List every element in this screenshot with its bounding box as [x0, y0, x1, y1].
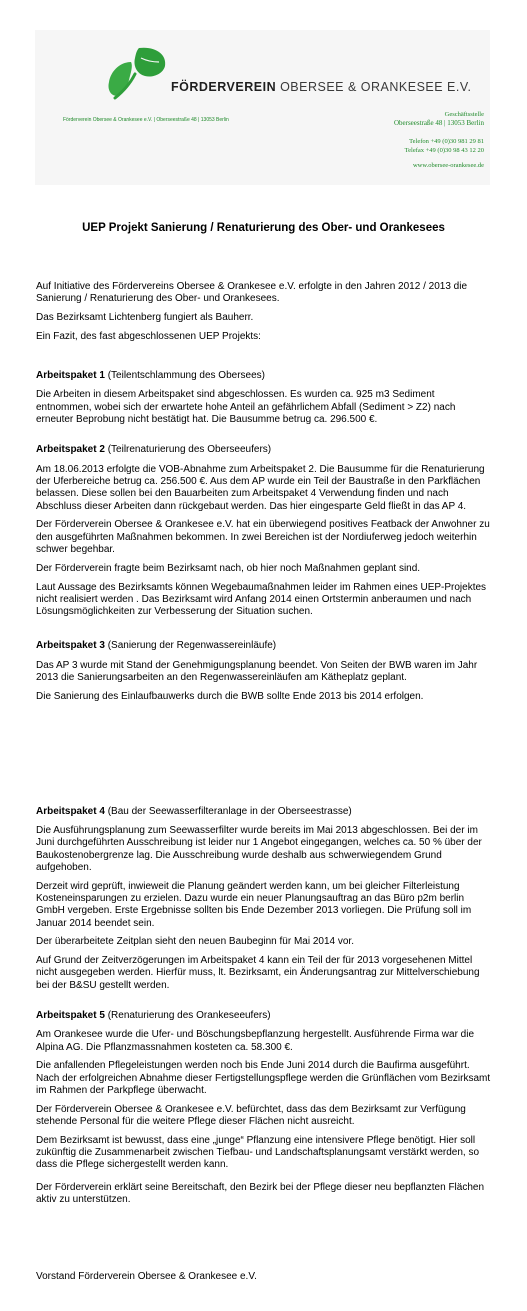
- section-paragraph: Derzeit wird geprüft, inwieweit die Planung geändert werden kann, um bei gleicher Filterleistung Kosteneinsparungen zu erzielen. Dazu wurde ein neuer Planungsauftrag an das Büro p2m berlin GmbH vergeben. Erste Ergebnisse sollten bis Ende Dezember 2013 vorliegen. Die Prüfung soll im Januar 2014 beendet sein.: [36, 880, 472, 929]
- section-paragraph: Der Förderverein fragte beim Bezirksamt nach, ob hier noch Maßnahmen geplant sind.: [36, 562, 421, 574]
- organization-name: [171, 80, 472, 94]
- section-title: Arbeitspaket 2: [36, 444, 105, 456]
- section-subtitle: (Bau der Seewasserfilteranlage in der Oberseestrasse): [104, 805, 352, 817]
- office-phone: Telefon +49 (0)30 981 29 81: [409, 138, 484, 145]
- section-paragraph: Der Förderverein Obersee & Orankesee e.V. hat ein überwiegend positives Featback der Anwohner zu den ausgeführten Maßnahmen bekommen. In zwei Bereichen ist der Nordiuferweg jedoch weiterhin schwer begehbar.: [36, 519, 490, 555]
- intro-paragraph: Auf Initiative des Fördervereins Obersee & Orankesee e.V. erfolgte in den Jahren 2012 / 2013 die Sanierung / Renaturierung des Ober- und Orankesees.: [36, 281, 468, 305]
- section-paragraph: Das AP 3 wurde mit Stand der Genehmigungsplanung beendet. Von Seiten der BWB waren im Jahr 2013 die Sanierungsarbeiten an den Regenwassereinläufen am Kätheplatz geplant.: [36, 659, 478, 684]
- office-address: Oberseestraße 48 | 13053 Berlin: [393, 119, 484, 127]
- letterhead: [35, 30, 490, 185]
- organization-name-rest: OBERSEE & ORANKESEE E.V.: [276, 80, 472, 94]
- sender-address-line: Förderverein Obersee & Orankesee e.V. | Oberseestraße 48 | 13053 Berlin: [63, 117, 229, 123]
- closing-paragraph: Der Förderverein erklärt seine Bereitschaft, den Bezirk bei der Pflege dieser neu bepflanzten Flächen aktiv zu unterstützen.: [36, 1181, 485, 1206]
- section-paragraph: Am Orankesee wurde die Ufer- und Böschungsbepflanzung hergestellt. Ausführende Firma war die Alpina AG. Die Pflanzmassnahmen kosteten ca. 58.300 €.: [36, 1029, 475, 1053]
- section-heading-ap1: [36, 370, 491, 382]
- section-subtitle: (Renaturierung des Orankeseeufers): [104, 1009, 271, 1021]
- section-heading-ap3: [36, 640, 491, 652]
- section-paragraph: Die Sanierung des Einlaufbauwerks durch die BWB sollte Ende 2013 bis 2014 erfolgen.: [36, 690, 424, 702]
- document-title: UEP Projekt Sanierung / Renaturierung des Ober- und Orankesees: [82, 222, 445, 234]
- section-paragraph: Die anfallenden Pflegeleistungen werden noch bis Ende Juni 2014 durch die Baufirma ausgeführt. Nach der erfolgreichen Abnahme dieser Fertigstellungspflege werden die Grünflächen vom Bezirksamt im Rahmen der Parkpflege überwacht.: [36, 1060, 491, 1096]
- organization-name-first: FÖRDERVEREIN: [171, 80, 277, 94]
- section-title: Arbeitspaket 4: [36, 805, 105, 817]
- section-paragraph: Am 18.06.2013 erfolgte die VOB-Abnahme zum Arbeitspaket 2. Die Bausumme für die Renaturierung der Uferbereiche betrug ca. 256.500 €. Aus dem AP wurde ein Teil der Baustraße in den Parkflächen belassen. Diese sollen bei den Bauarbeiten zum Arbeitspaket 4 Verwendung finden und nach Abschluss dieser Arbeiten dann rückgebaut werden. Das hier eingesparte Geld fließt in das AP 4.: [36, 463, 485, 512]
- office-fax: Telefax +49 (0)30 98 43 12 20: [404, 147, 484, 154]
- leaf-logo-icon: [101, 44, 171, 104]
- section-paragraph: Auf Grund der Zeitverzögerungen im Arbeitspaket 4 kann ein Teil der für 2013 vorgesehenen Mittel nicht ausgegeben werden. Hierfür muss, lt. Bezirksamt, ein Änderungsantrag zur Mittelverschiebung bei der B&SU gestellt werden.: [36, 955, 480, 991]
- section-heading-ap2: [36, 444, 491, 456]
- section-paragraph: Der überarbeitete Zeitplan sieht den neuen Baubeginn für Mai 2014 vor.: [36, 936, 354, 948]
- section-title: Arbeitspaket 3: [36, 640, 105, 652]
- section-paragraph: Dem Bezirksamt ist bewusst, dass eine „junge“ Pflanzung eine intensivere Pflege benötigt. Hier soll zukünftig die Zusammenarbeit zwischen Tiefbau- und Landschaftsplanungsamt verstärkt werden, so dass die Pflege sichergestellt werden kann.: [36, 1134, 480, 1171]
- section-heading-ap4: [36, 806, 491, 818]
- section-title: Arbeitspaket 1: [36, 370, 105, 382]
- intro-paragraph: Ein Fazit, des fast abgeschlossenen UEP Projekts:: [36, 330, 261, 342]
- office-website-link[interactable]: www.obersee-orankesee.de: [412, 162, 484, 169]
- intro-paragraph: Das Bezirksamt Lichtenberg fungiert als Bauherr.: [36, 312, 254, 324]
- document-body: [36, 281, 491, 1213]
- section-heading-ap5: [36, 1010, 491, 1022]
- office-contact-block: [394, 110, 484, 170]
- section-paragraph: Laut Aussage des Bezirksamts können Wegebaumaßnahmen leider im Rahmen eines UEP-Projektes nicht realisiert werden . Das Bezirksamt wird Anfang 2014 einen Ortstermin anberaumen und nach Lösungsmöglichkeiten zur Verbesserung der Situation suchen.: [36, 581, 487, 618]
- section-subtitle: (Teilrenaturierung des Oberseeufers): [104, 444, 272, 456]
- section-subtitle: (Teilentschlammung des Obersees): [104, 370, 265, 382]
- section-paragraph: Der Förderverein Obersee & Orankesee e.V. befürchtet, dass das dem Bezirksamt zur Verfügung stehende Personal für die weitere Pflege dieser Flächen nicht ausreicht.: [36, 1103, 466, 1128]
- signature-line: Vorstand Förderverein Obersee & Orankesee e.V.: [36, 1271, 257, 1282]
- office-label: Geschäftsstelle: [444, 111, 484, 118]
- section-paragraph: Die Arbeiten in diesem Arbeitspaket sind abgeschlossen. Es wurden ca. 925 m3 Sediment entnommen, wobei sich der erwartete hohe Anteil an gefährlichem Abfall (Sediment > Z2) nach erneuter Beprobung nicht bestätigt hat. Die Bausumme betrug ca. 296.500 €.: [36, 389, 456, 426]
- section-subtitle: (Sanierung der Regenwassereinläufe): [104, 640, 277, 652]
- section-title: Arbeitspaket 5: [36, 1009, 105, 1021]
- blank-space: [36, 710, 491, 792]
- section-paragraph: Die Ausführungsplanung zum Seewasserfilter wurde bereits im Mai 2013 abgeschlossen. Bei der im Juni durchgeführten Ausschreibung ist leider nur 1 Angebot eingegangen, welches ca. 50 % über der Baukostenobergrenze lag. Die Ausschreibung wurde deshalb aus schwerwiegendem Grund aufgehoben.: [36, 824, 482, 873]
